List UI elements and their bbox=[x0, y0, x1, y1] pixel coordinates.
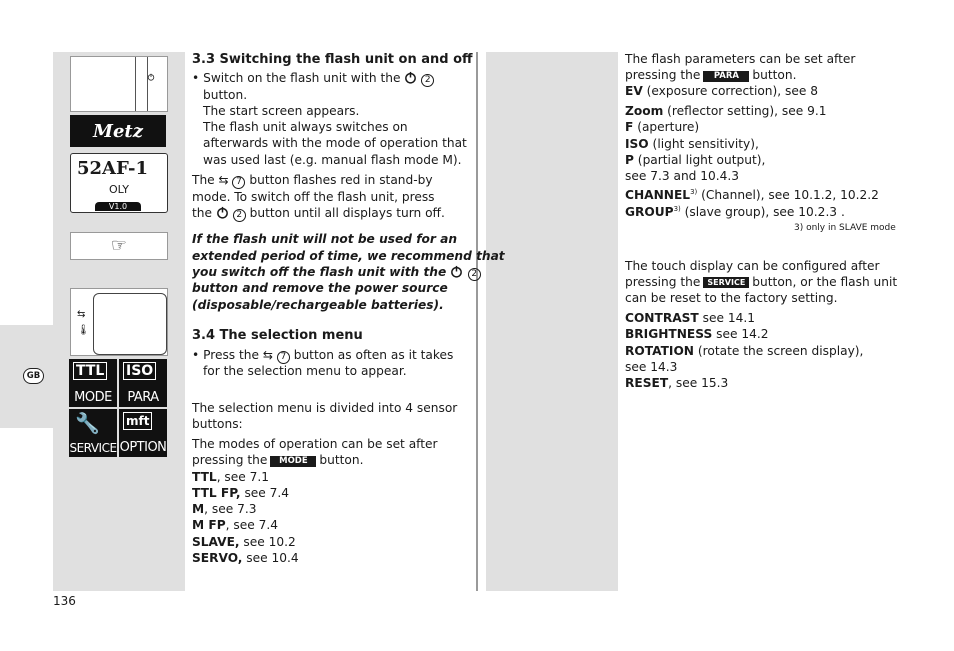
list-item: TTL FP, see 7.4 bbox=[192, 486, 290, 500]
list-item: ISO (light sensitivity), bbox=[625, 137, 759, 151]
list-item: TTL, see 7.1 bbox=[192, 470, 270, 484]
list-item: F (aperture) bbox=[625, 120, 700, 134]
list-item: EV (exposure correction), see 8 bbox=[625, 84, 818, 98]
list-item: BRIGHTNESS see 14.2 bbox=[625, 327, 769, 341]
callout-2: 2 bbox=[233, 209, 246, 222]
list-item: M FP, see 7.4 bbox=[192, 518, 278, 532]
pointing-hand-tile bbox=[70, 232, 168, 260]
warning-line: (disposable/rechargeable batteries). bbox=[192, 298, 444, 312]
heading-3-3: 3.3 Switching the flash unit on and off bbox=[192, 52, 473, 67]
warning-line: button and remove the power source bbox=[192, 281, 448, 295]
text-line: The selection menu is divided into 4 sensor bbox=[192, 401, 458, 415]
pointing-hand-icon: ☞ bbox=[110, 235, 128, 256]
text-line: pressing the PARA button. bbox=[625, 68, 797, 82]
power-icon bbox=[450, 265, 463, 278]
text-line: can be reset to the factory setting. bbox=[625, 291, 838, 305]
text-line: afterwards with the mode of operation that bbox=[203, 136, 467, 150]
para-button-chip: PARA bbox=[703, 71, 749, 82]
thermometer-icon: 🌡 bbox=[77, 325, 90, 336]
tile-ttl-mode[interactable]: TTL MODE bbox=[69, 359, 117, 407]
text-line: button. bbox=[203, 88, 248, 102]
standby-paragraph: The ⇆ 7 button flashes red in stand-by bbox=[192, 173, 433, 187]
list-item: SERVO, see 10.4 bbox=[192, 551, 299, 565]
callout-2: 2 bbox=[468, 268, 481, 281]
text-line: The flash unit always switches on bbox=[203, 120, 408, 134]
list-item: M, see 7.3 bbox=[192, 502, 257, 516]
right-image-column bbox=[486, 52, 618, 591]
list-item: Zoom (reflector setting), see 9.1 bbox=[625, 104, 827, 118]
text-line: The modes of operation can be set after bbox=[192, 437, 438, 451]
list-item: RESET, see 15.3 bbox=[625, 376, 729, 390]
page-number: 136 bbox=[53, 594, 76, 608]
column-divider bbox=[476, 52, 478, 591]
warning-line: extended period of time, we recommend that bbox=[192, 249, 505, 263]
metz-logo bbox=[70, 115, 166, 147]
tile-service[interactable]: 🔧 SERVICE bbox=[69, 411, 117, 455]
list-item: P (partial light output), bbox=[625, 153, 766, 167]
text-line: was used last (e.g. manual flash mode M). bbox=[203, 153, 462, 167]
callout-7: 7 bbox=[277, 351, 290, 364]
display-model: 52AF-1 bbox=[77, 158, 148, 179]
power-icon bbox=[147, 73, 155, 81]
text-line: see 14.3 bbox=[625, 360, 678, 374]
language-badge: GB bbox=[23, 368, 44, 384]
switch-icon: ⇆ bbox=[218, 173, 229, 187]
text-line: see 7.3 and 10.4.3 bbox=[625, 169, 740, 183]
callout-2: 2 bbox=[421, 74, 434, 87]
bullet-press-switch: • Press the ⇆ 7 button as often as it takes bbox=[192, 348, 454, 362]
bullet-switch-on: • Switch on the flash unit with the 2 bbox=[192, 70, 434, 87]
flash-side-illustration bbox=[70, 56, 168, 112]
service-button-chip: SERVICE bbox=[703, 277, 749, 288]
list-item: CONTRAST see 14.1 bbox=[625, 311, 755, 325]
callout-7: 7 bbox=[232, 176, 245, 189]
text-line: pressing the MODE button. bbox=[192, 453, 364, 467]
heading-3-4: 3.4 The selection menu bbox=[192, 328, 363, 343]
list-item: CHANNEL$^{3)}$ (Channel), see 10.1.2, 10.2.2 bbox=[625, 188, 879, 203]
warning-line: If the flash unit will not be used for an bbox=[192, 232, 458, 246]
wrench-icon: 🔧 bbox=[75, 411, 100, 435]
text-line: buttons: bbox=[192, 417, 243, 431]
display-system: OLY bbox=[108, 183, 130, 196]
svg-text:Metz: Metz bbox=[93, 121, 143, 142]
power-icon bbox=[216, 206, 229, 219]
warning-line: you switch off the flash unit with the 2 bbox=[192, 264, 481, 281]
footnote: 3) only in SLAVE mode bbox=[794, 223, 896, 233]
list-item: GROUP$^{3)}$ (slave group), see 10.2.3 . bbox=[625, 205, 845, 220]
list-item: SLAVE, see 10.2 bbox=[192, 535, 296, 549]
power-icon bbox=[404, 71, 417, 84]
switch-icon: ⇆ bbox=[262, 348, 273, 362]
text-line: pressing the SERVICE button, or the flash unit bbox=[625, 275, 898, 289]
mode-button-chip: MODE bbox=[270, 456, 316, 467]
text-line: for the selection menu to appear. bbox=[203, 364, 407, 378]
lcd-display bbox=[70, 153, 168, 213]
list-item: ROTATION (rotate the screen display), bbox=[625, 344, 864, 358]
tile-iso-para[interactable]: ISO PARA bbox=[119, 359, 167, 407]
flash-back-illustration bbox=[70, 288, 168, 356]
text-line: The flash parameters can be set after bbox=[625, 52, 856, 66]
text-line: the 2 button until all displays turn off. bbox=[192, 206, 445, 220]
text-line: The touch display can be configured after bbox=[625, 259, 880, 273]
switch-icon: ⇆ bbox=[77, 309, 86, 320]
text-line: The start screen appears. bbox=[203, 104, 360, 118]
text-line: mode. To switch off the flash unit, press bbox=[192, 190, 435, 204]
display-version: V1.0 bbox=[95, 202, 141, 211]
tile-option[interactable]: mft OPTION bbox=[119, 409, 167, 457]
